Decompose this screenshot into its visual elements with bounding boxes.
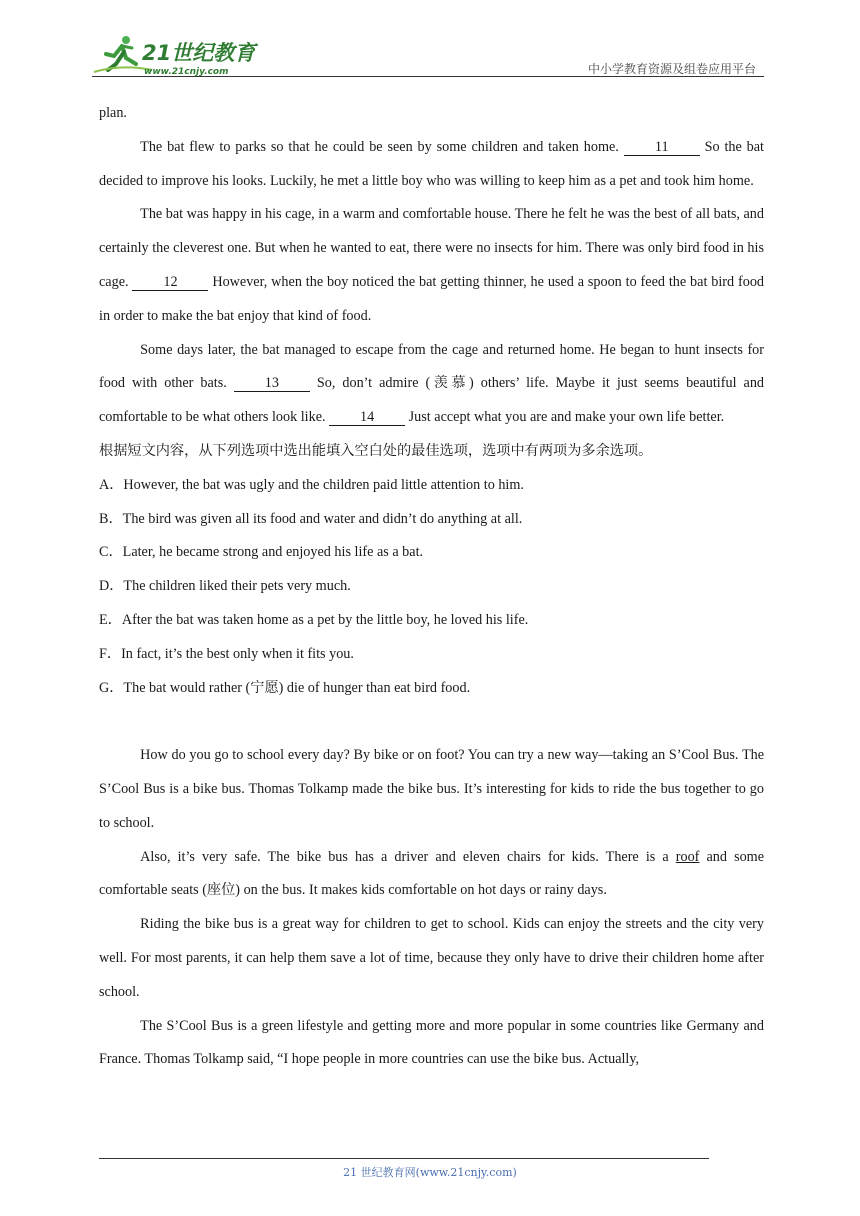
runner-logo-icon: [92, 34, 262, 78]
passage2-paragraph-4: The S’Cool Bus is a green lifestyle and getting more and more popular in some countries like Germany and France. Thomas Tolkamp said, “I hope people in more countries can use the bike bus. Actually,: [99, 1017, 764, 1068]
paragraph-text: So, don’t admire (羡慕) others’ life. Maybe it just seems beautiful and comfortable to be what others look like.: [99, 375, 765, 426]
blank-13: 13: [234, 375, 310, 392]
option-c: C．Later, he became strong and enjoyed his life as a bat.: [99, 544, 424, 561]
paragraph-blank-12: [99, 198, 764, 333]
paragraph-continuation: [99, 97, 764, 131]
option-e: E．After the bat was taken home as a pet by the little boy, he loved his life.: [99, 611, 529, 628]
paragraph-text: The bat flew to parks so that he could be seen by some children and taken home.: [140, 138, 619, 155]
option-d: D．The children liked their pets very much.: [99, 578, 351, 595]
paragraph-text: plan.: [99, 105, 127, 121]
paragraph-text: Just accept what you are and make your own life better.: [408, 409, 725, 426]
option-f: F．In fact, it’s the best only when it fits you.: [99, 645, 354, 662]
blank-11: 11: [624, 139, 700, 156]
paragraph-text: The bat was happy in his cage, in a warm and comfortable house. There he felt he was the best of all bats, and certainly the cleverest one. But when he wanted to eat, there were no insects for him. There was only bird food in his cage.: [99, 206, 764, 290]
question-instruction: 根据短文内容，从下列选项中选出能填入空白处的最佳选项，选项中有两项为多余选项。: [99, 442, 653, 459]
underlined-word: roof: [675, 848, 700, 865]
blank-12: 12: [132, 274, 208, 291]
paragraph-text: So the bat decided to improve his looks. Luckily, he met a little boy who was willing to keep him as a pet and took him home.: [99, 138, 764, 189]
document-body: [99, 97, 764, 1077]
paragraph-text: Also, it’s very safe. The bike bus has a driver and eleven chairs for kids. There is a: [140, 848, 669, 865]
footer-divider: [99, 1158, 709, 1159]
option-b: B．The bird was given all its food and water and didn’t do anything at all.: [99, 510, 523, 527]
option-g: G．The bat would rather (宁愿) die of hunger than eat bird food.: [99, 679, 471, 696]
paragraph-text: and some comfortable seats (座位) on the bus. It makes kids comfortable on hot days or rainy days.: [99, 848, 765, 899]
paragraph-text: However, when the boy noticed the bat getting thinner, he used a spoon to feed the bat bird food in order to make the bat enjoy that kind of food.: [99, 273, 765, 324]
paragraph-blank-11: [99, 131, 764, 199]
logo-url-text: www.21cnjy.com: [144, 67, 229, 77]
section-gap: [99, 705, 764, 739]
logo-main-text: 21世纪教育: [142, 41, 256, 65]
blank-14: 14: [329, 409, 405, 426]
paragraph-blank-13-14: [99, 334, 764, 435]
passage2-paragraph-3: Riding the bike bus is a great way for children to get to school. Kids can enjoy the streets and the city very well. For most parents, it can help them save a lot of time, because they only have to drive their children home after school.: [99, 916, 764, 1000]
passage2-paragraph-1: How do you go to school every day? By bike or on foot? You can try a new way—taking an S’Cool Bus. The S’Cool Bus is a bike bus. Thomas Tolkamp made the bike bus. It’s interesting for kids to ride the bus together to go to school.: [99, 747, 764, 831]
page-footer[interactable]: 21 世纪教育网(www.21cnjy.com): [343, 1166, 517, 1179]
option-a: A．However, the bat was ugly and the children paid little attention to him.: [99, 476, 524, 493]
platform-name: 中小学教育资源及组卷应用平台: [587, 62, 756, 76]
paragraph-text: Some days later, the bat managed to escape from the cage and returned home. He began to hunt insects for food with other bats.: [99, 341, 764, 392]
header-divider: [92, 76, 764, 77]
passage2-paragraph-2: [99, 841, 764, 909]
page-header: [0, 0, 860, 80]
logo: [92, 34, 262, 78]
